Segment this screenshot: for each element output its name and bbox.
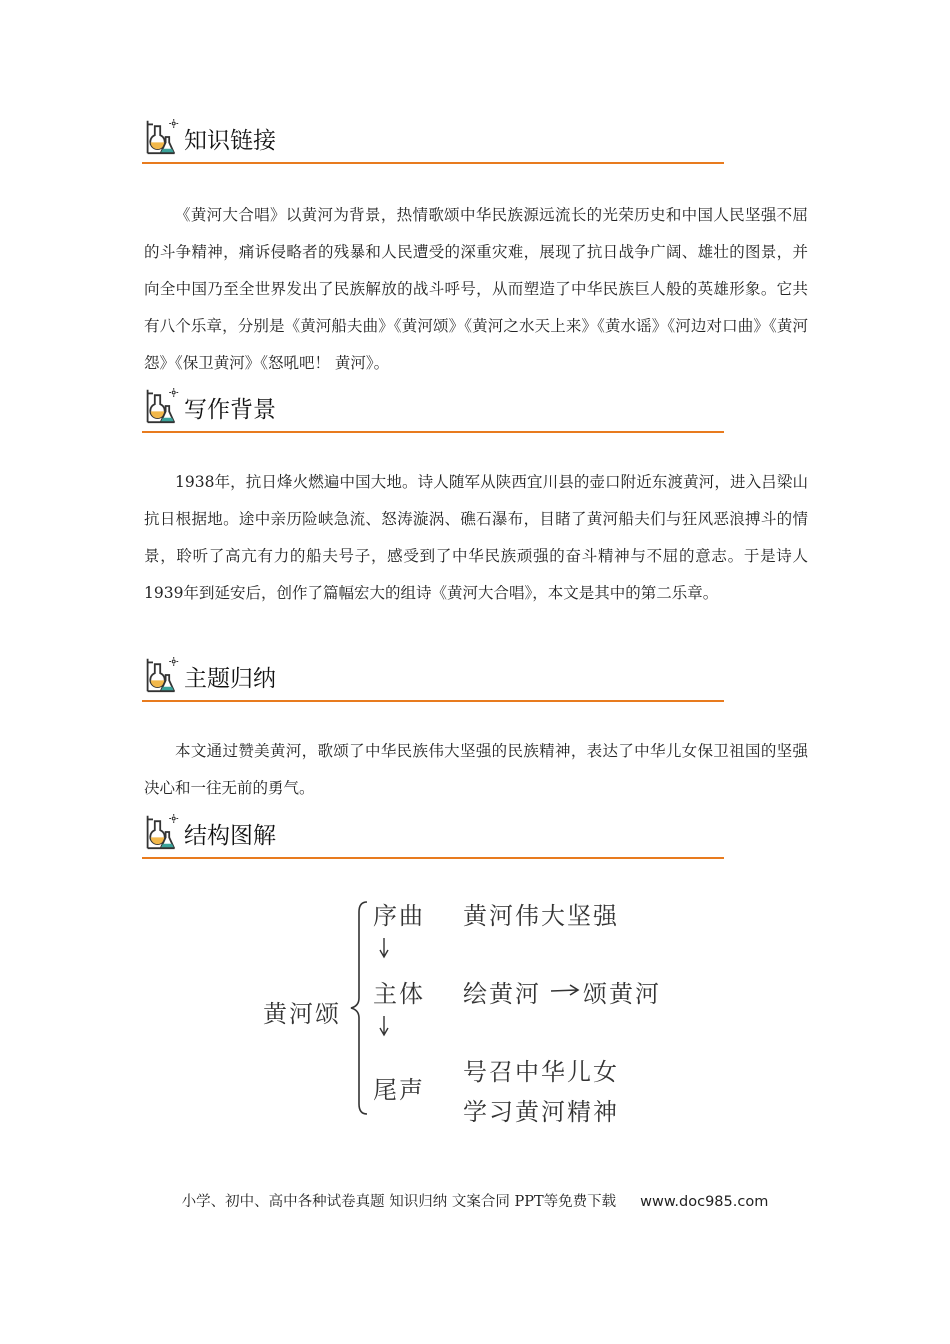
flask-icon — [144, 116, 180, 158]
paragraph-knowledge: 《黄河大合唱》以黄河为背景，热情歌颂中华民族源远流长的光荣历史和中国人民坚强不屈的斗争精神，痛诉侵略者的残暴和人民遭受的深重灾难，展现了抗日战争广阔、雄壮的图景，并向全中国乃至全世界发出了民族解放的战斗呼号，从而塑造了中华民族巨人般的英雄形象。它共有八个乐章，分别是《黄河船夫曲》《黄河颂》《黄河之水天上来》《黄水谣》《河边对口曲》《黄河怨》《保卫黄河》《怒吼吧！ 黄河》。 — [144, 206, 808, 372]
brace — [351, 902, 367, 1114]
arrow-down-1 — [380, 938, 388, 957]
part-label-main: 主体 — [373, 980, 425, 1008]
section-header-background — [142, 383, 724, 433]
part-label-prelude: 序曲 — [373, 902, 425, 930]
paragraph-background: 1938年，抗日烽火燃遍中国大地。诗人随军从陕西宜川县的壶口附近东渡黄河，进入吕梁山抗日根据地。途中亲历险峡急流、怒涛漩涡、礁石瀑布，目睹了黄河船夫们与狂风恶浪搏斗的情景，聆听了高亢有力的船夫号子，感受到了中华民族顽强的奋斗精神与不屈的意志。于是诗人 1939年到延安后，创作了篇幅宏大的组诗《黄河大合唱》，本文是其中的第二乐章。 — [144, 473, 808, 602]
section-header-structure — [142, 809, 724, 859]
section-title: 主题归纳 — [184, 666, 276, 692]
footer-text: 小学、初中、高中各种试卷真题 知识归纳 文案合同 PPT等免费下载 — [181, 1194, 617, 1210]
part-content-main-right: 颂黄河 — [583, 980, 661, 1008]
divider — [142, 431, 724, 433]
section-title: 知识链接 — [184, 128, 276, 154]
section-header-knowledge — [142, 114, 724, 164]
part-content-ending-2: 学习黄河精神 — [463, 1098, 619, 1126]
arrow-down-2 — [380, 1016, 388, 1035]
part-label-ending: 尾声 — [373, 1076, 425, 1104]
structure-diagram — [255, 890, 695, 1130]
flask-icon — [144, 811, 180, 853]
arrow-right — [551, 985, 578, 995]
flask-icon — [144, 654, 180, 696]
section-title: 写作背景 — [184, 397, 276, 423]
divider — [142, 857, 724, 859]
divider — [142, 162, 724, 164]
structure-root: 黄河颂 — [263, 1000, 341, 1028]
part-content-prelude: 黄河伟大坚强 — [463, 902, 619, 930]
divider — [142, 700, 724, 702]
section-title: 结构图解 — [184, 823, 276, 849]
flask-icon — [144, 385, 180, 427]
footer — [0, 1190, 950, 1211]
part-content-main-left: 绘黄河 — [463, 980, 541, 1008]
part-content-ending-1: 号召中华儿女 — [463, 1058, 619, 1086]
footer-url[interactable]: www.doc985.com — [640, 1194, 769, 1210]
paragraph-theme: 本文通过赞美黄河，歌颂了中华民族伟大坚强的民族精神，表达了中华儿女保卫祖国的坚强决心和一往无前的勇气。 — [144, 742, 808, 797]
section-header-theme — [142, 652, 724, 702]
